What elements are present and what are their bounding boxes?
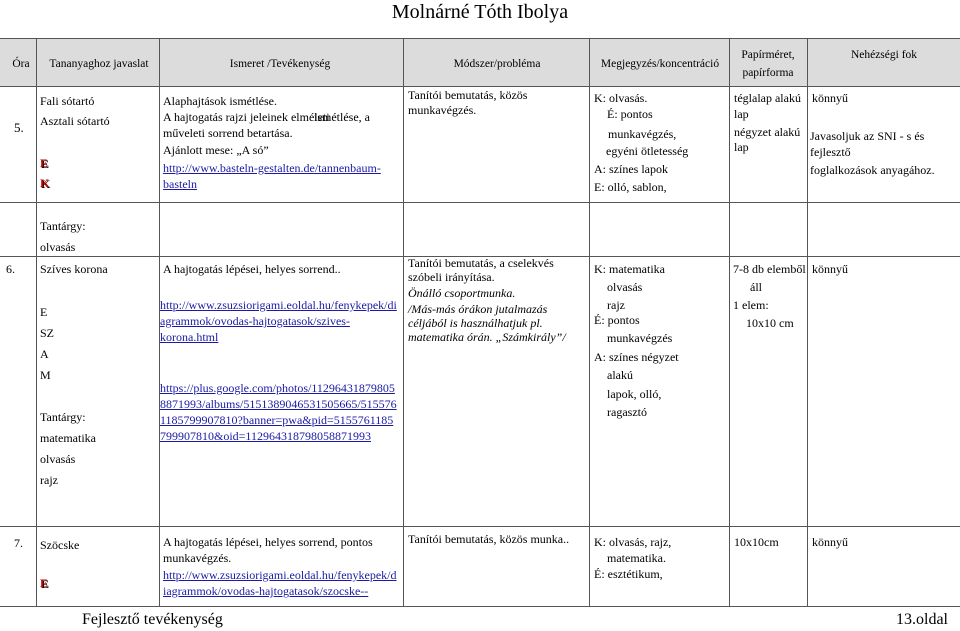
subject-label: matematika	[40, 431, 96, 445]
method-text: matematika órán. „Számkirály”/	[408, 330, 566, 344]
note-text: K: olvasás.	[594, 91, 648, 105]
page-title: Molnárné Tóth Ibolya	[391, 1, 569, 23]
note-text: munkavégzés,	[608, 127, 677, 141]
paper-text: téglalap alakú	[734, 91, 801, 105]
topic: Szöcske	[40, 538, 80, 552]
method-text: /Más-más órákon jutalmazás	[408, 302, 548, 316]
grid-line	[729, 38, 730, 606]
method-text: Tanítói bemutatás, a cselekvés	[408, 256, 554, 270]
difficulty-text: könnyű	[812, 262, 848, 276]
note-text: A: színes lapok	[594, 162, 668, 176]
topic: Asztali sótartó	[40, 114, 110, 128]
resource-link[interactable]: iagrammok/ovodas-hajtogatasok/szocske--	[163, 584, 369, 598]
grid-line	[403, 38, 404, 606]
subject-label: rajz	[40, 473, 58, 487]
method-text: szóbeli irányítása.	[408, 270, 495, 284]
header-modszer: Módszer/probléma	[453, 58, 541, 70]
note-text: K: matematika	[594, 262, 665, 276]
row-number: 6.	[6, 262, 15, 276]
paper-text: 1 elem:	[733, 298, 769, 312]
method-text: Önálló csoportmunka.	[408, 286, 516, 300]
topic: Fali sótartó	[40, 94, 95, 108]
header-megjegyzes: Megjegyzés/koncentráció	[600, 58, 720, 70]
method-text: Tanítói bemutatás, közös munka..	[408, 532, 570, 546]
activity-text: A hajtogatás lépései, helyes sorrend, pontos	[163, 535, 373, 549]
header-papir-1: Papírméret,	[741, 49, 795, 61]
paper-text: lap	[734, 107, 749, 121]
footer-left: Fejlesztő tevékenység	[82, 611, 223, 628]
activity-text: A hajtogatás rajzi jeleinek elméleti	[163, 110, 330, 124]
note-text: munkavégzés	[607, 331, 673, 345]
activity-text: műveleti sorrend betartása.	[163, 126, 293, 140]
resource-link[interactable]: korona.html	[160, 330, 219, 344]
difficulty-text: Javasoljuk az SNI - s és	[810, 129, 925, 143]
resource-link[interactable]: basteln	[163, 177, 197, 191]
row-number: 7.	[14, 536, 23, 550]
method-code: E	[40, 156, 49, 170]
note-text: lapok, olló,	[607, 387, 662, 401]
resource-link[interactable]: 1185799907810?banner=pwa&pid=5155761185	[160, 413, 394, 427]
activity-text: Ajánlott mese: „A só”	[163, 143, 269, 157]
method-code: K	[40, 176, 50, 190]
subject-label: Tantárgy:	[40, 219, 86, 233]
resource-link[interactable]: http://www.basteln-gestalten.de/tannenbaum-	[163, 161, 381, 175]
header-papir-2: papírforma	[742, 67, 794, 79]
note-text: matematika.	[607, 551, 666, 565]
note-text: ragasztó	[607, 405, 647, 419]
paper-text: 10x10 cm	[746, 316, 794, 330]
method-code: E	[40, 576, 49, 590]
header-tananyag: Tananyaghoz javaslat	[49, 58, 149, 70]
paper-text: áll	[750, 280, 762, 294]
page-number: 13.oldal	[896, 611, 948, 628]
note-text: É: esztétikum,	[594, 567, 663, 581]
activity-text: Alaphajtások ismétlése.	[163, 94, 277, 108]
method-code: SZ	[40, 326, 55, 340]
grid-line	[807, 38, 808, 606]
paper-text: négyzet alakú	[734, 125, 801, 139]
note-text: rajz	[607, 298, 625, 312]
resource-link[interactable]: http://www.zsuzsiorigami.eoldal.hu/fenykepek/d	[163, 568, 397, 582]
note-text: É: pontos	[607, 107, 653, 121]
activity-text: A hajtogatás lépései, helyes sorrend..	[163, 262, 341, 276]
method-text: Tanítói bemutatás, közös	[408, 88, 528, 102]
header-ismeret: Ismeret /Tevékenység	[229, 58, 331, 70]
note-text: alakú	[607, 368, 633, 382]
topic: Szíves korona	[40, 262, 108, 276]
method-text: munkavégzés.	[408, 103, 477, 117]
note-text: olvasás	[607, 280, 643, 294]
paper-text: 10x10cm	[734, 535, 779, 549]
row-divider	[0, 202, 960, 203]
row-divider	[0, 526, 960, 527]
difficulty-text: könnyű	[812, 535, 848, 549]
note-text: É: pontos	[594, 313, 640, 327]
paper-text: lap	[734, 140, 749, 154]
note-text: K: olvasás, rajz,	[594, 535, 672, 549]
header-ora: Óra	[12, 58, 30, 70]
resource-link[interactable]: http://www.zsuzsiorigami.eoldal.hu/fenykepek/di	[160, 298, 397, 312]
subject-label: olvasás	[40, 452, 76, 466]
difficulty-text: foglalkozások anyagához.	[810, 163, 935, 177]
difficulty-text: könnyű	[812, 91, 848, 105]
difficulty-text: fejlesztő	[810, 145, 851, 159]
paper-text: 7-8 db elemből	[733, 262, 806, 276]
subject-label: Tantárgy:	[40, 410, 86, 424]
resource-link[interactable]: 799907810&oid=112964318798058871993	[160, 429, 371, 443]
page-footer	[0, 606, 960, 631]
method-text: céljából is használhatjuk pl.	[408, 316, 543, 330]
note-text: egyéni ötletesség	[606, 144, 689, 158]
method-code: A	[40, 347, 49, 361]
method-code: M	[40, 368, 51, 382]
note-text: E: olló, sablon,	[594, 180, 667, 194]
grid-line	[36, 38, 37, 606]
activity-text: ismétlése, a	[314, 110, 370, 124]
resource-link[interactable]: https://plus.google.com/photos/11296431879805	[160, 381, 395, 395]
method-code: E	[40, 305, 48, 319]
note-text: A: színes négyzet	[594, 350, 679, 364]
activity-text: munkavégzés.	[163, 551, 232, 565]
grid-line	[589, 38, 590, 606]
header-nehezseg: Nehézségi fok	[850, 49, 918, 61]
subject-label: olvasás	[40, 240, 76, 254]
resource-link[interactable]: 8871993/albums/5151389046531505665/515576	[160, 397, 397, 411]
resource-link[interactable]: agrammok/ovodas-hajtogatasok/szives-	[160, 314, 350, 328]
row-number: 5.	[14, 120, 24, 135]
